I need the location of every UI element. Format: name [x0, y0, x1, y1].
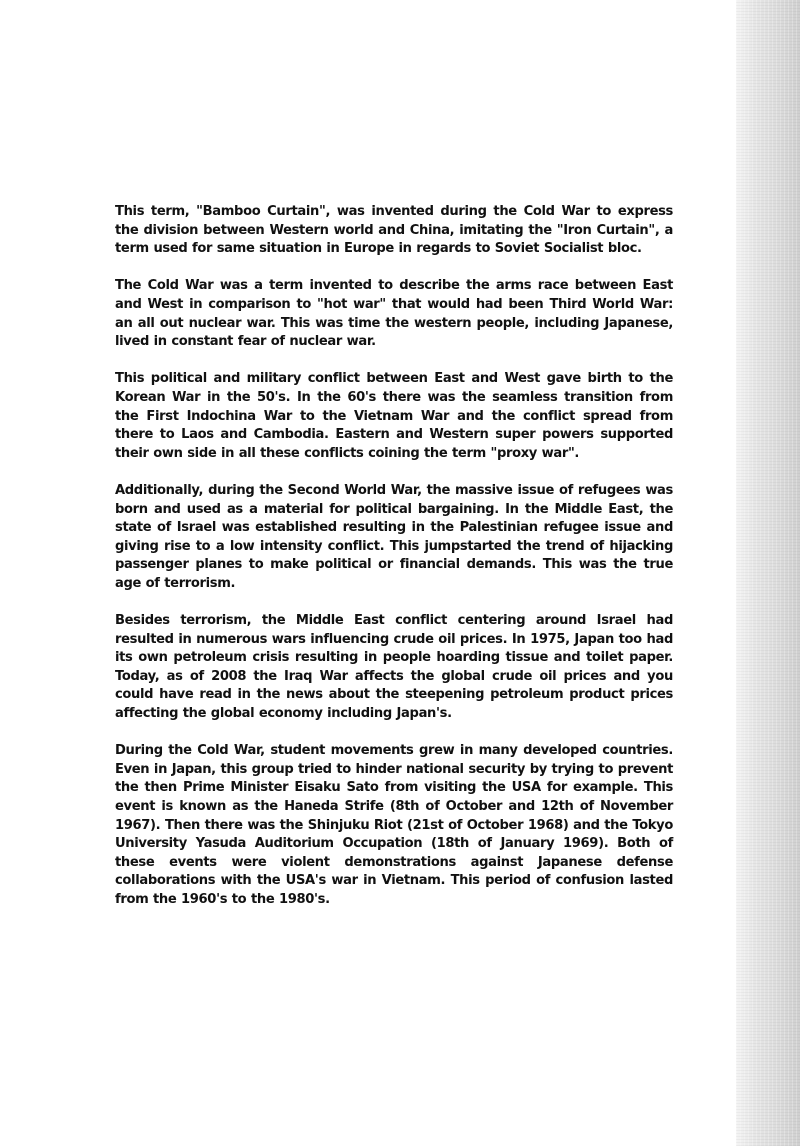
body-text — [115, 203, 673, 910]
paragraph-bamboo-curtain: This term, "Bamboo Curtain", was invented during the Cold War to express the division between Western world and China, imitating the "Iron Curtain", a term used for same situation in Europe in regards to Soviet Socialist bloc. — [115, 204, 673, 257]
paragraph-oil-prices: Besides terrorism, the Middle East conflict centering around Israel had resulted in numerous wars influencing crude oil prices. In 1975, Japan too had its own petroleum crisis resulting in people hoarding tissue and toilet paper. Today, as of 2008 the Iraq War affects the global crude oil prices and you could have read in the news about the steepening petroleum product prices affecting the global economy including Japan's. — [115, 613, 673, 722]
scanned-edge-shading — [736, 0, 800, 1146]
paragraph-refugees-terrorism: Additionally, during the Second World War, the massive issue of refugees was born and used as a material for political bargaining. In the Middle East, the state of Israel was established resulting in the Palestinian refugee issue and giving rise to a low intensity conflict. This jumpstarted the trend of hijacking passenger planes to make political or financial demands. This was the true age of terrorism. — [115, 482, 673, 591]
paragraph-student-movements: During the Cold War, student movements grew in many developed countries. Even in Japan, this group tried to hinder national security by trying to prevent the then Prime Minister Eisaku Sato from visiting the USA for example. This event is known as the Haneda Strife (8th of October and 12th of November 1967). Then there was the Shinjuku Riot (21st of October 1968) and the Tokyo University Yasuda Auditorium Occupation (18th of January 1969). Both of these events were violent demonstrations against Japanese defense collaborations with the USA's war in Vietnam. This period of confusion lasted from the 1960's to the 1980's. — [115, 743, 673, 907]
paragraph-cold-war: The Cold War was a term invented to describe the arms race between East and West in comparison to "hot war" that would had been Third World War: an all out nuclear war. This was time the western people, including Japanese, lived in constant fear of nuclear war. — [115, 278, 673, 350]
paragraph-proxy-war: This political and military conflict between East and West gave birth to the Korean War in the 50's. In the 60's there was the seamless transition from the First Indochina War to the Vietnam War and the conflict spread from there to Laos and Cambodia. Eastern and Western super powers supported their own side in all these conflicts coining the term "proxy war". — [115, 371, 673, 461]
